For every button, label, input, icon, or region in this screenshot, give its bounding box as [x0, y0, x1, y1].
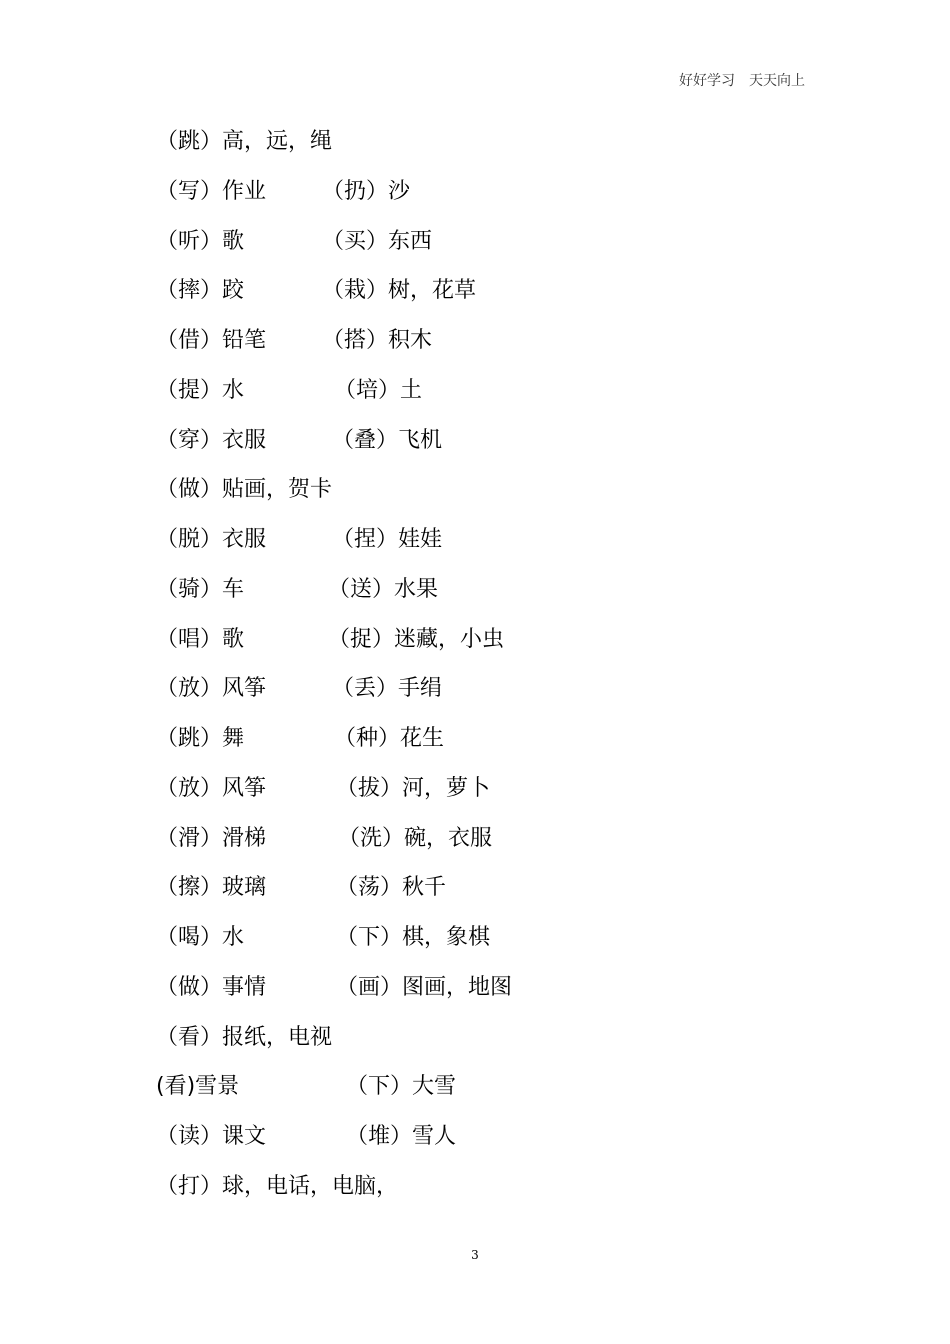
phrase-right: （栽）树，花草 — [322, 278, 477, 304]
phrase-right: （搭）积木 — [322, 328, 433, 353]
phrase-left: （摔）跤 — [156, 278, 245, 304]
phrase-right: （叠）飞机 — [332, 427, 443, 453]
phrase-line — [156, 971, 796, 1021]
phrase-left: (看)雪景 — [156, 1074, 240, 1100]
page-number: 3 — [471, 1248, 479, 1262]
phrase-line — [156, 822, 796, 872]
phrase-left: （提）水 — [156, 377, 245, 403]
phrase-line — [156, 623, 796, 673]
phrase-right: （下）棋，象棋 — [336, 925, 491, 950]
phrase-left: （滑）滑梯 — [156, 825, 267, 851]
phrase-line — [156, 1170, 796, 1220]
phrase-right: （种）花生 — [334, 726, 445, 751]
phrase-left: （骑）车 — [156, 576, 245, 602]
phrase-left: （做）事情 — [156, 974, 267, 1000]
phrase-right: （洗）碗，衣服 — [338, 825, 493, 851]
phrase-line — [156, 1021, 796, 1071]
phrase-line — [156, 473, 796, 523]
phrase-right: （捉）迷藏，小虫 — [328, 626, 505, 652]
phrase-line — [156, 225, 796, 275]
phrase-right: （送）水果 — [328, 576, 439, 602]
phrase-right: （捏）娃娃 — [332, 527, 443, 552]
phrase-right: （拔）河，萝卜 — [336, 775, 491, 801]
phrase-left: （写）作业 — [156, 178, 267, 204]
phrase-line — [156, 424, 796, 474]
phrase-line — [156, 573, 796, 623]
phrase-left: （喝）水 — [156, 925, 245, 950]
phrase-right: （扔）沙 — [322, 178, 411, 204]
phrase-line — [156, 1070, 796, 1120]
phrase-line — [156, 722, 796, 772]
phrase-right: （买）东西 — [322, 228, 433, 254]
phrase-line — [156, 125, 796, 175]
phrase-right: （丢）手绢 — [332, 676, 443, 702]
phrase-left: （借）铅笔 — [156, 328, 267, 353]
phrase-right: （下）大雪 — [346, 1074, 457, 1100]
phrase-line — [156, 175, 796, 225]
phrase-right: （画）图画，地图 — [336, 974, 513, 1000]
page-header: 好好学习 天天向上 — [679, 73, 805, 89]
phrase-line — [156, 772, 796, 822]
phrase-left: （做）贴画，贺卡 — [156, 477, 333, 503]
phrase-left: （唱）歌 — [156, 626, 245, 652]
phrase-left: （听）歌 — [156, 228, 245, 254]
phrase-left: （打）球，电话，电脑， — [156, 1173, 399, 1199]
phrase-left: （穿）衣服 — [156, 427, 267, 453]
phrase-left: （脱）衣服 — [156, 527, 267, 552]
phrase-right: （培）土 — [334, 377, 423, 403]
phrase-line — [156, 672, 796, 722]
phrase-left: （放）风筝 — [156, 676, 267, 702]
phrase-left: （放）风筝 — [156, 775, 267, 801]
phrase-line — [156, 274, 796, 324]
phrase-left: （跳）舞 — [156, 726, 245, 751]
phrase-line — [156, 374, 796, 424]
phrase-list — [156, 125, 796, 1220]
phrase-line — [156, 1120, 796, 1170]
phrase-left: （跳）高，远，绳 — [156, 129, 333, 154]
phrase-line — [156, 523, 796, 573]
phrase-line — [156, 871, 796, 921]
phrase-right: （荡）秋千 — [336, 875, 447, 901]
phrase-left: （读）课文 — [156, 1124, 267, 1149]
phrase-left: （擦）玻璃 — [156, 875, 267, 901]
phrase-left: （看）报纸，电视 — [156, 1024, 333, 1050]
phrase-line — [156, 324, 796, 374]
phrase-line — [156, 921, 796, 971]
phrase-right: （堆）雪人 — [346, 1124, 457, 1149]
